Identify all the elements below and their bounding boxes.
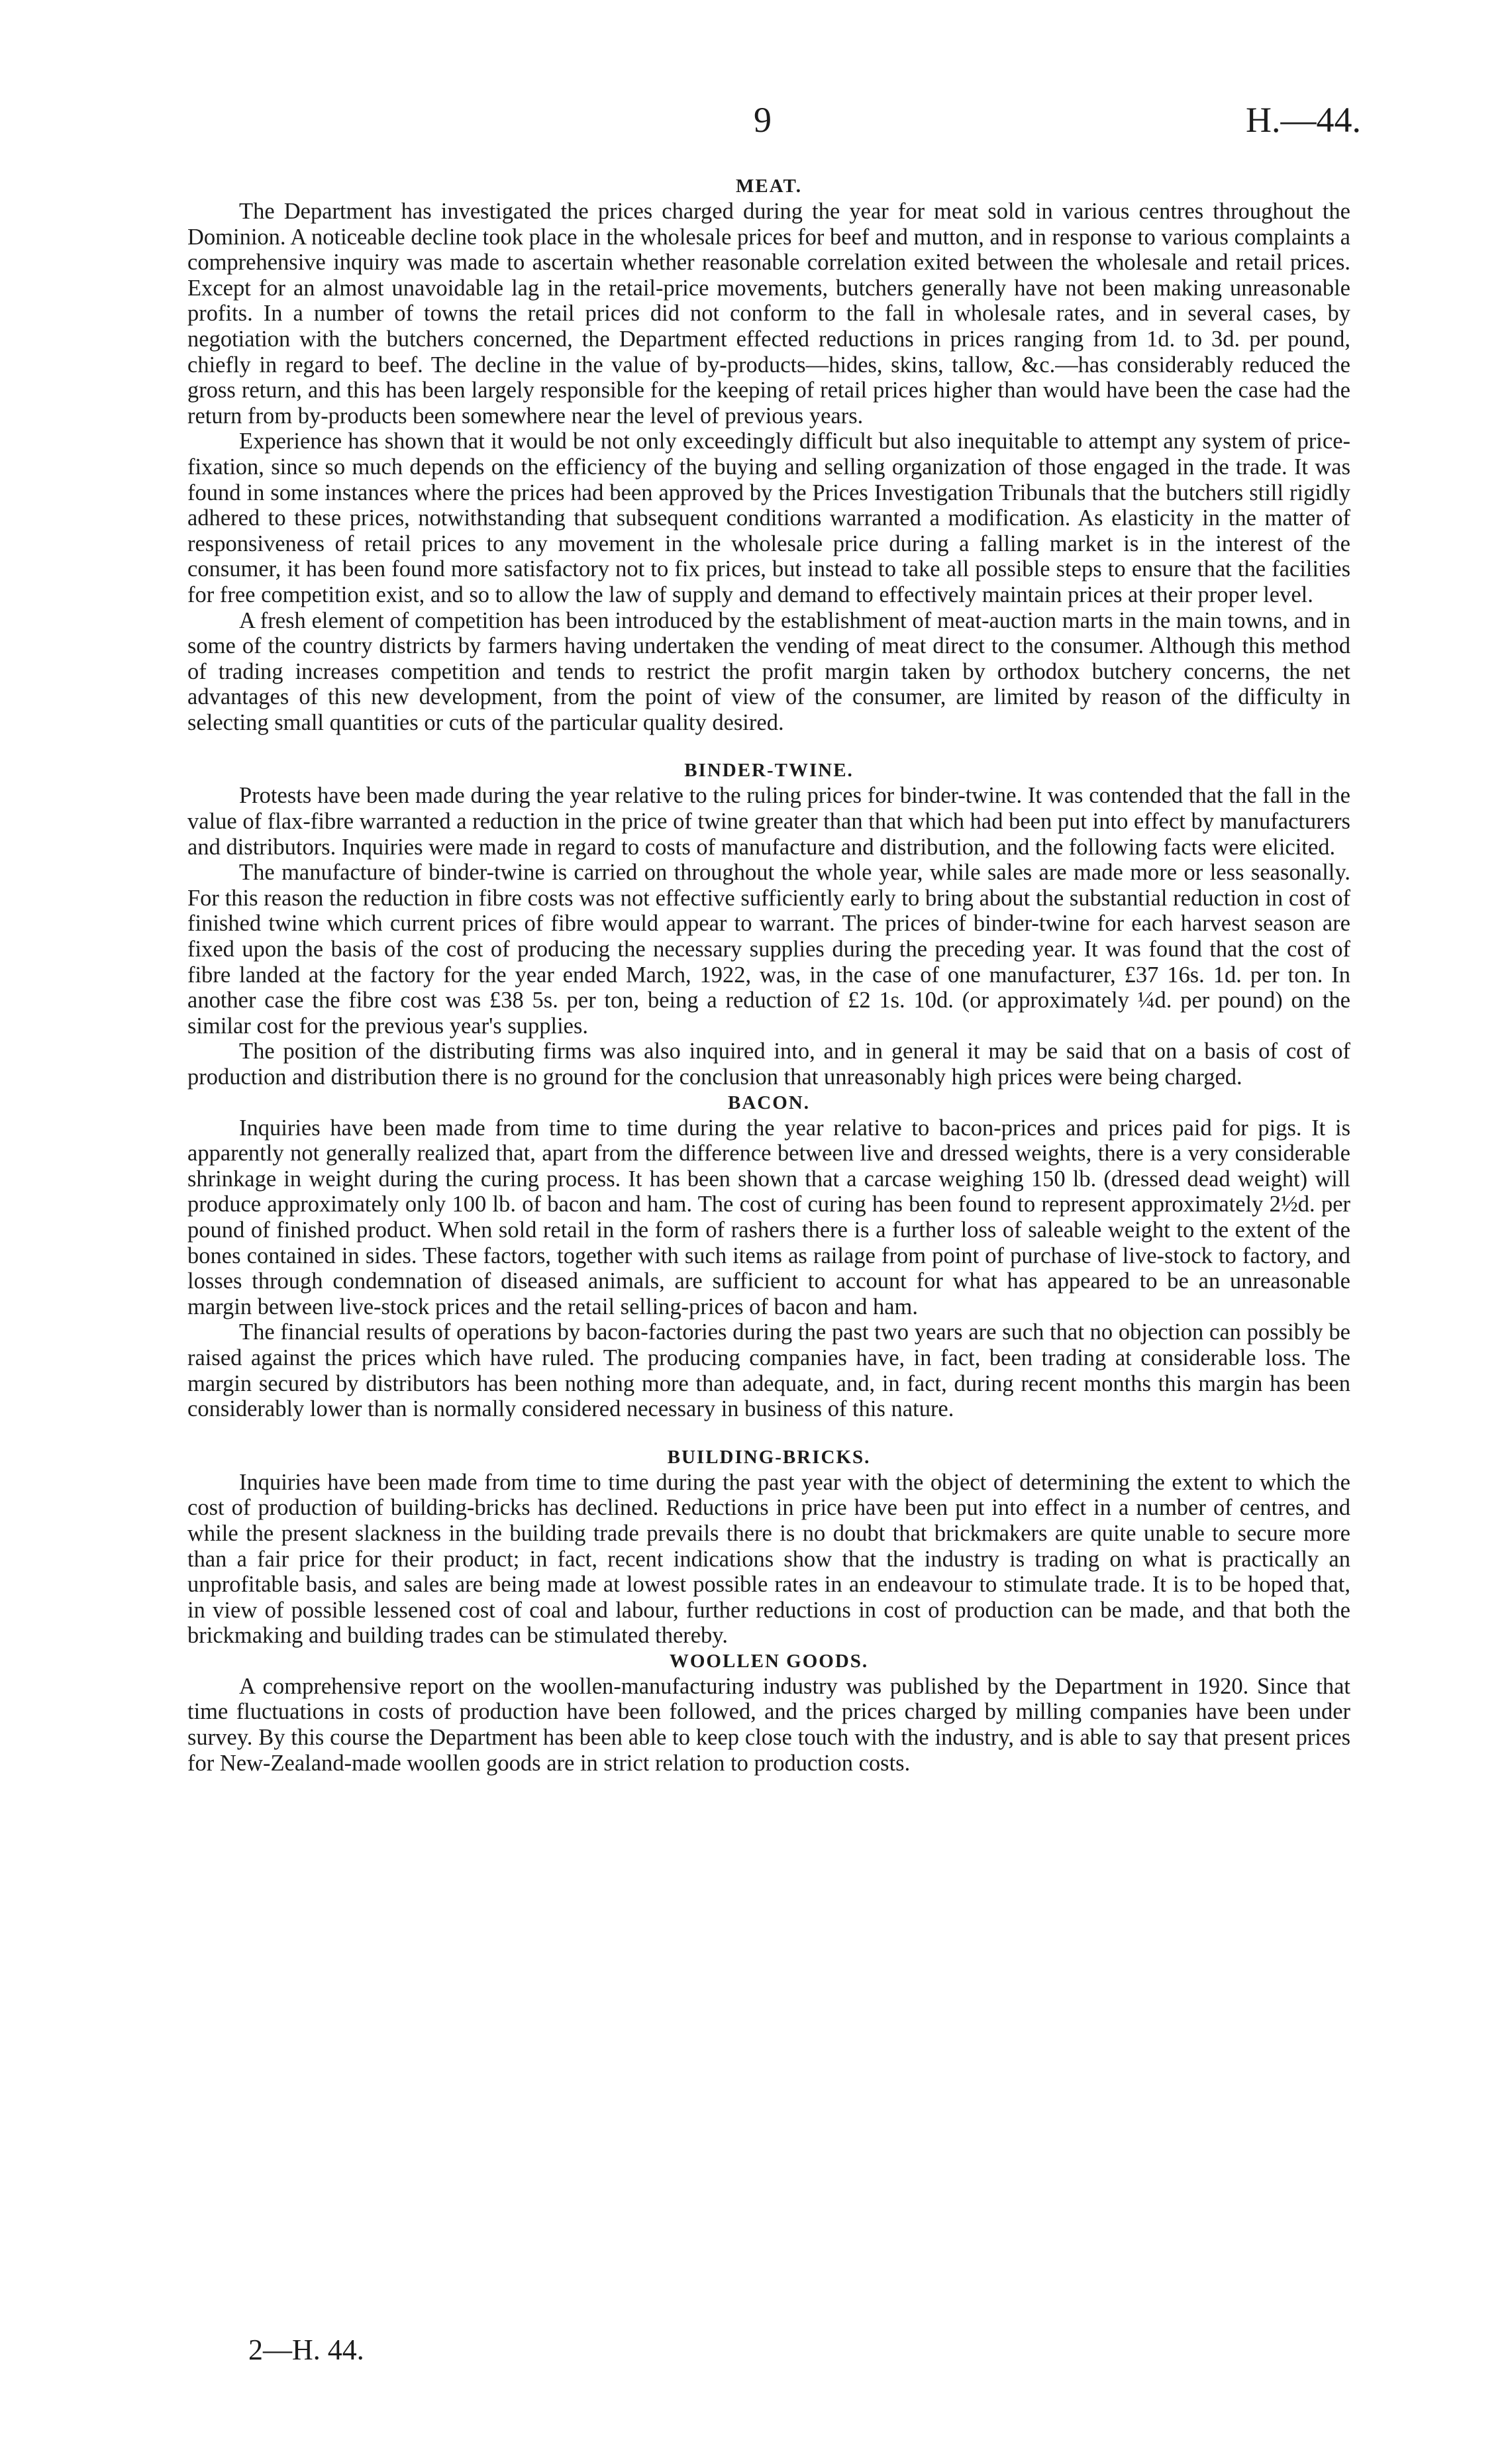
section-heading-building-bricks: BUILDING-BRICKS. — [667, 1446, 871, 1468]
paragraph: Protests have been made during the year relative to the ruling prices for binder-twine. It was contended that the fall in the value of flax-fibre warranted a reduction in the price of twine greater than that which had been put into effect by manufacturers and distributors. Inquiries were made in regard to costs of manufacture and distribution, and the following facts were elicited. — [187, 783, 1350, 860]
document-reference: H.—44. — [1246, 100, 1361, 140]
paragraph: The position of the distributing firms was also inquired into, and in general it may be said that on a basis of cost of production and distribution there is no ground for the conclusion that unreasonably high prices were being charged. — [187, 1039, 1350, 1090]
paragraph: Inquiries have been made from time to time during the past year with the object of determining the extent to which the cost of production of building-bricks has declined. Reductions in price have been put into effect in a number of centres, and while the present slackness in the building trade prevails there is no doubt that brickmakers are quite unable to secure more than a fair price for their product; in fact, recent indications show that the industry is trading on what is practically an unprofitable basis, and sales are being made at lowest possible rates in an endeavour to stimulate trade. It is to be hoped that, in view of possible lessened cost of coal and labour, further reductions in cost of production can be made, and that both the brickmaking and building trades can be stimulated thereby. — [187, 1469, 1350, 1649]
section-woollen-goods — [187, 1649, 1350, 1776]
document-body — [187, 174, 1350, 1776]
paragraph: The manufacture of binder-twine is carried on throughout the whole year, while sales are made more or less seasonally. For this reason the reduction in fibre costs was not effective sufficiently early to bring about the substantial reduction in cost of finished twine which current prices of fibre would appear to warrant. The prices of binder-twine for each harvest season are fixed upon the basis of the cost of producing the necessary supplies during the preceding year. It was found that the cost of fibre landed at the factory for the year ended March, 1922, was, in the case of one manufacturer, £37 16s. 1d. per ton. In another case the fibre cost was £38 5s. per ton, being a reduction of £2 1s. 10d. (or approximately ¼d. per pound) on the similar cost for the previous year's supplies. — [187, 860, 1350, 1039]
paragraph: A comprehensive report on the woollen-manufacturing industry was published by the Department in 1920. Since that time fluctuations in costs of production have been followed, and the prices charged by milling companies have been under survey. By this course the Department has been able to keep close touch with the industry, and is able to say that present prices for New-Zealand-made woollen goods are in strict relation to production costs. — [187, 1673, 1350, 1776]
section-heading-woollen-goods: WOOLLEN GOODS. — [669, 1650, 869, 1672]
section-heading-meat: MEAT. — [736, 176, 802, 197]
paragraph: A fresh element of competition has been introduced by the establishment of meat-auction marts in the main towns, and in some of the country districts by farmers having undertaken the vending of meat direct to the consumer. Although this method of trading increases competition and tends to restrict the profit margin taken by orthodox butchery concerns, the net advantages of this new development, from the point of view of the consumer, are limited by reason of the difficulty in selecting small quantities or cuts of the particular quality desired. — [187, 607, 1350, 735]
section-binder-twine — [187, 758, 1350, 1090]
paragraph: The Department has investigated the prices charged during the year for meat sold in various centres throughout the Dominion. A noticeable decline took place in the wholesale prices for beef and mutton, and in response to various complaints a comprehensive inquiry was made to ascertain whether reasonable correlation exited between the wholesale and retail prices. Except for an almost unavoidable lag in the retail-price movements, butchers generally have not been making unreasonable profits. In a number of towns the retail prices did not conform to the fall in wholesale rates, and in several cases, by negotiation with the butchers concerned, the Department effected reductions in prices ranging from 1d. to 3d. per pound, chiefly in regard to beef. The decline in the value of by-products—hides, skins, tallow, &c.—has considerably reduced the gross return, and this has been largely responsible for the keeping of retail prices higher than would have been the case had the return from by-products been somewhere near the level of previous years. — [187, 199, 1350, 429]
paragraph: Inquiries have been made from time to time during the year relative to bacon-prices and prices paid for pigs. It is apparently not generally realized that, apart from the difference between live and dressed weights, there is a very considerable shrinkage in weight during the curing process. It has been shown that a carcase weighing 150 lb. (dressed dead weight) will produce approximately only 100 lb. of bacon and ham. The cost of curing has been found to represent approximately 2½d. per pound of finished product. When sold retail in the form of rashers there is a further loss of saleable weight to the extent of the bones contained in sides. These factors, together with such items as railage from point of purchase of live-stock to factory, and losses through condemnation of diseased animals, are sufficient to account for what has appeared to be an unreasonable margin between live-stock prices and the retail selling-prices of bacon and ham. — [187, 1115, 1350, 1319]
section-heading-bacon: BACON. — [728, 1092, 810, 1113]
paragraph: Experience has shown that it would be not only exceedingly difficult but also inequitable to attempt any system of price-fixation, since so much depends on the efficiency of the buying and selling organization of those engaged in the trade. It was found in some instances where the prices had been approved by the Prices Investigation Tribunals that the butchers still rigidly adhered to these prices, notwithstanding that subsequent conditions warranted a modification. As elasticity in the matter of responsiveness of retail prices to any movement in the wholesale price during a falling market is in the interest of the consumer, it has been found more satisfactory not to fix prices, but instead to take all possible steps to ensure that the facilities for free competition exist, and so to allow the law of supply and demand to effectively maintain prices at their proper level. — [187, 429, 1350, 607]
section-meat — [187, 174, 1350, 735]
section-bacon — [187, 1090, 1350, 1422]
paragraph: The financial results of operations by bacon-factories during the past two years are such that no objection can possibly be raised against the prices which have ruled. The producing companies have, in fact, been trading at considerable loss. The margin secured by distributors has been nothing more than adequate, and, in fact, during recent months this margin has been considerably lower than is normally considered necessary in business of this nature. — [187, 1319, 1350, 1422]
section-heading-binder-twine: BINDER-TWINE. — [684, 760, 854, 782]
section-building-bricks — [187, 1445, 1350, 1649]
signature-reference: 2—H. 44. — [248, 2334, 364, 2366]
page-number: 9 — [754, 100, 772, 140]
